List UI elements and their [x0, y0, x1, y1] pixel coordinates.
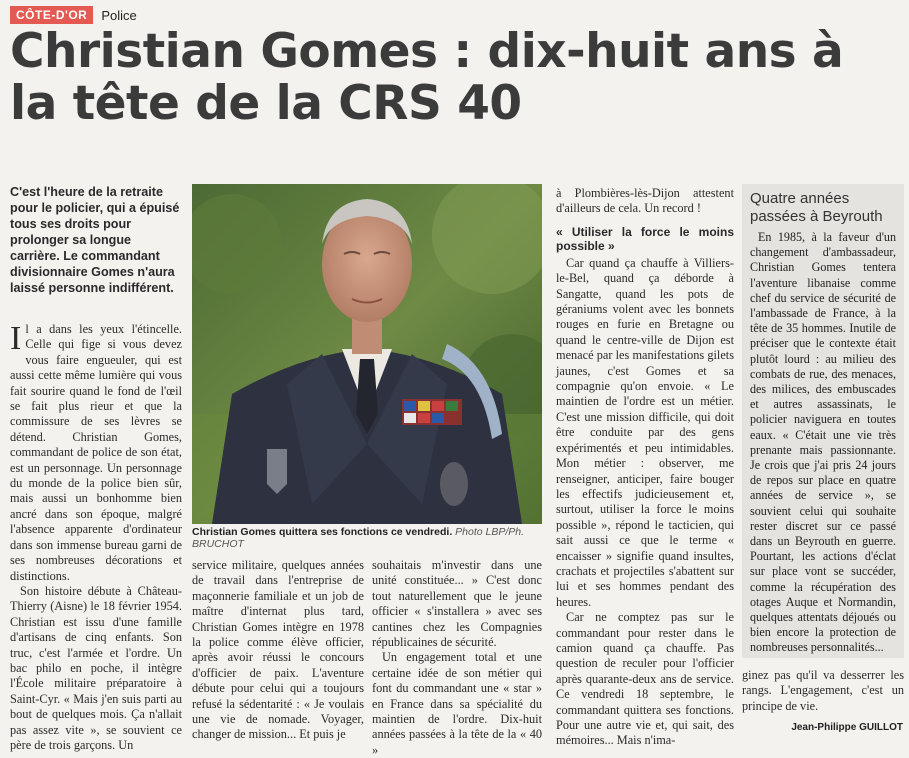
col4-paragraph-2: Car quand ça chauffe à Villiers-le-Bel, quand ça déborde à Sangatte, quand les pots de géraniums volent avec les bonnets rouges en furie en Bretagne ou quand le centre-ville de Dijon est menacé par les manifestations gilets jaunes, c'est Gomes et sa compagnie qu'on envoie. « Le maintien de l'ordre est un métier. C'est une mission difficile, qui doit être conduite par des gens expérimentés et peu intimidables. Mon métier : observer, me renseigner, anticiper, faire bouger les effectifs judicieusement et, surtout, utiliser la force le moins possible », répond le tacticien, qui sait aussi ce que le terme « encaisser » signifie quand insultes, crachats et projectiles s'abattent sur lui et ses hommes pendant des heures. — [556, 255, 734, 609]
subheading: « Utiliser la force le moins possible » — [556, 224, 734, 253]
photo-credit: Photo LBP/Ph. BRUCHOT — [192, 526, 525, 550]
sidebar-box — [742, 184, 904, 658]
col3-paragraph-1: souhaitais m'investir dans une unité constituée... » C'est donc tout naturellement que le jeune officier « s'installera » avec ses cantines chez les Compagnies républicaines de sécurité. — [372, 558, 542, 650]
column-1 — [10, 322, 182, 753]
portrait-illustration — [192, 184, 542, 524]
photo-caption — [192, 526, 562, 550]
col1-paragraph-1: Il a dans les yeux l'étincelle. Celle qui fige si vous devez vous faire engueuler, qui est aussi cette même lumière qui vous fait sourire quand le fond de l'œil se fait plus rieur et que la commissure de ses lèvres se détend. Christian Gomes, commandant de police de son état, est un personnage. Un personnage du monde de la police bien sûr, mais aussi un bonhomme bien ancré dans son époque, malgré l'absence apparente d'ordinateur dans son immense bureau garni de ses nombreuses décorations et distinctions. — [10, 320, 182, 583]
col2-paragraph-1: service militaire, quelques années de travail dans l'entreprise de maçonnerie familiale et un job de maître d'internat plus tard, Christian Gomes intègre en 1978 la police comme élève officier, après avoir réussi le concours d'officier de paix. L'aventure débute pour celui qui a toujours refusé la sédentarité : « Je voulais une vie de nomade. Voyager, changer de mission... Et puis je — [192, 558, 364, 742]
region-tag: CÔTE-D'OR — [10, 6, 93, 24]
portrait-photo — [192, 184, 542, 524]
author-signature: Jean-Philippe GUILLOT — [791, 722, 903, 733]
drop-cap: I — [10, 320, 22, 357]
caption-text: Christian Gomes quittera ses fonctions ce vendredi. — [192, 526, 453, 538]
col1-paragraph-2: Son histoire débute à Château-Thierry (Aisne) le 18 février 1954. Christian est issu d'une famille d'artisans de cinq enfants. Son truc, c'est l'armée et l'ordre. Un bac philo en poche, il intègre l'École militaire préparatoire à Saint-Cyr. « Mais j'en suis parti au bout de quelques mois. Ça n'allait pas assez vite », se souvient ce père de trois garçons. Un — [10, 583, 182, 752]
column-3 — [372, 558, 542, 758]
column-4 — [556, 186, 734, 749]
tail-paragraph: ginez pas qu'il va desserrer les rangs. L'engagement, c'est un principe de vie. — [742, 668, 904, 713]
section-label: Police — [101, 7, 137, 23]
col4-paragraph-1: à Plombières-lès-Dijon attestent d'ailleurs de cela. Un record ! — [556, 186, 734, 216]
col3-paragraph-2: Un engagement total et une certaine idée de son métier qui font du commandant une « star » en France dans sa spécialité du maintien de l'ordre. Dix-huit années passées à la tête de la « 40 » — [372, 650, 542, 757]
sidebar-title: Quatre années passées à Beyrouth — [750, 190, 883, 225]
lead-paragraph: C'est l'heure de la retraite pour le policier, qui a épuisé tous ses droits pour prolonger sa longue carrière. Le commandant divisionnaire Gomes n'aura laissé personne indifférent. — [10, 185, 180, 295]
headline: Christian Gomes : dix-huit ans à la tête de la CRS 40 — [10, 24, 844, 131]
col4-paragraph-3: Car ne comptez pas sur le commandant pour rester dans le camion quand ça chauffe. Pas question de reculer pour l'officier après quarante-deux ans de service. Ce vendredi 18 septembre, le commandant quittera ses fonctions. Pour une autre vie et, qui sait, des mémoires... Mais n'ima- — [556, 610, 734, 748]
sidebar-paragraph: En 1985, à la faveur d'un changement d'ambassadeur, Christian Gomes tentera l'aventure libanaise comme chef du service de sécurité de l'ambassade de France, à la tête de 35 hommes. Inutile de préciser que le contexte était plutôt lourd : au milieu des combats de rue, des menaces, des milices, des embuscades et autres assassinats, le policier naviguera en toutes eaux. « C'était une vie très prenante mais passionnante. Je crois que j'ai pris 24 jours de repos sur place en quatre années de service », se souvient celui qui souhaite rester discret sur ce passé dans un Beyrouth en guerre. Pourtant, les actions d'éclat sur place vont se succéder, comme la récupération des otages Auque et Normandin, quelques attentats déjoués ou bien encore la protection de nombreuses personnalités... — [750, 230, 896, 655]
article-header — [10, 6, 137, 24]
column-2 — [192, 558, 364, 743]
column-5-tail — [742, 668, 904, 714]
